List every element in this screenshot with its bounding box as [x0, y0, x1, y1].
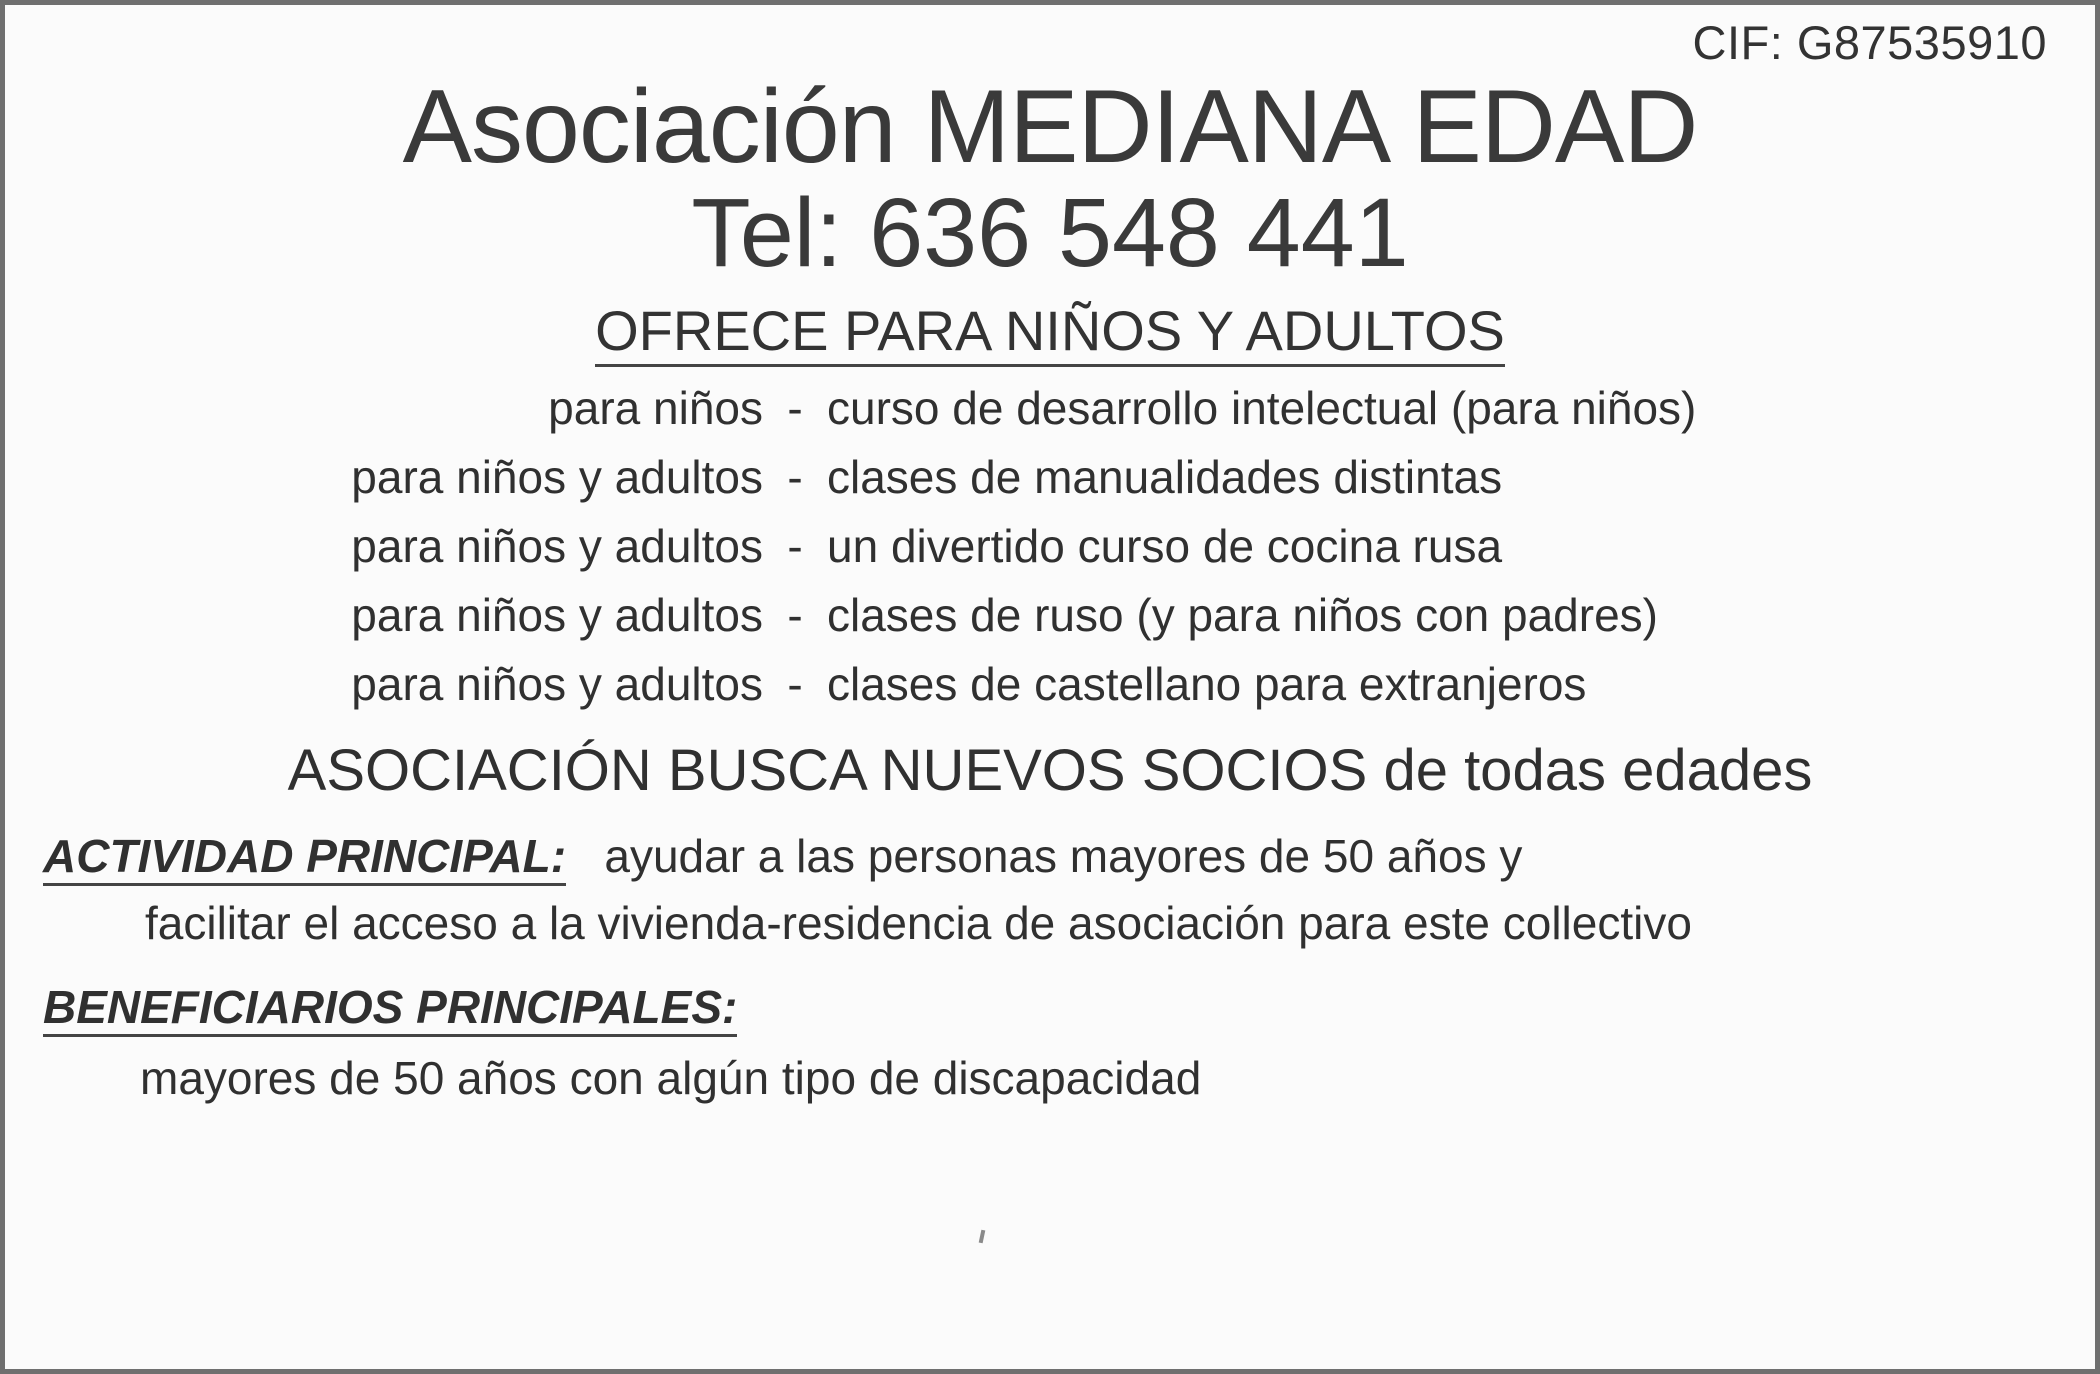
- members-call-text: ASOCIACIÓN BUSCA NUEVOS SOCIOS de todas edades: [287, 737, 1813, 803]
- scan-speck-artifact: [979, 1230, 986, 1244]
- offers-list: [35, 381, 2065, 710]
- beneficiaries-label-line: [35, 981, 2065, 1034]
- offer-dash: -: [787, 588, 803, 641]
- main-activity-line: [35, 830, 2065, 883]
- organization-name: Asociación MEDIANA EDAD: [402, 69, 1698, 185]
- offers-heading-text: OFRECE PARA NIÑOS Y ADULTOS: [595, 299, 1505, 367]
- cif-number: CIF: G87535910: [1692, 16, 2047, 69]
- offer-dash: -: [787, 450, 803, 503]
- offer-activity: clases de manualidades distintas: [827, 450, 1503, 503]
- offer-audience: para niños y adultos: [351, 657, 763, 710]
- main-activity-text-cont: facilitar el acceso a la vivienda-residencia de asociación para este collectivo: [145, 897, 1692, 950]
- offer-activity: curso de desarrollo intelectual (para niños): [827, 381, 1697, 434]
- offer-activity: un divertido curso de cocina rusa: [827, 519, 1503, 572]
- phone-number: Tel: 636 548 441: [691, 178, 1409, 288]
- beneficiaries-text: mayores de 50 años con algún tipo de discapacidad: [140, 1052, 1202, 1104]
- main-activity-text: ayudar a las personas mayores de 50 años y: [604, 829, 1523, 882]
- offer-audience: para niños y adultos: [351, 519, 763, 572]
- list-item: [35, 588, 2065, 641]
- offer-dash: -: [787, 519, 803, 572]
- offer-audience: para niños y adultos: [351, 588, 763, 641]
- offer-dash: -: [787, 657, 803, 710]
- beneficiaries-label: BENEFICIARIOS PRINCIPALES:: [43, 981, 737, 1037]
- main-activity-label: ACTIVIDAD PRINCIPAL:: [43, 830, 566, 886]
- list-item: [35, 450, 2065, 503]
- offer-activity: clases de castellano para extranjeros: [827, 657, 1587, 710]
- beneficiaries-section: [35, 981, 2065, 1106]
- list-item: [35, 381, 2065, 434]
- offer-activity: clases de ruso (y para niños con padres): [827, 588, 1658, 641]
- offers-heading: [35, 298, 2065, 363]
- offer-dash: -: [787, 381, 803, 434]
- offer-audience: para niños y adultos: [351, 450, 763, 503]
- main-activity-section: [35, 830, 2065, 951]
- list-item: [35, 657, 2065, 710]
- list-item: [35, 519, 2065, 572]
- offer-audience: para niños: [548, 381, 763, 434]
